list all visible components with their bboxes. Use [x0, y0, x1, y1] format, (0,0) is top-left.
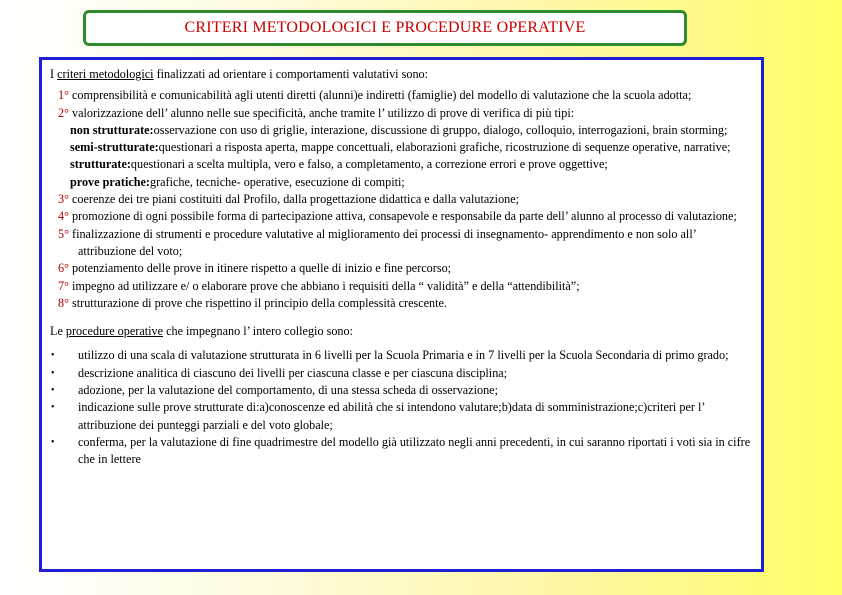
criterion-ordinal: 3°: [58, 192, 69, 207]
criterion-item: [50, 191, 755, 208]
criterion-text: impegno ad utilizzare e/ o elaborare prove che abbiano i requisiti della “ validità” e della “attendibilità”;: [68, 278, 580, 293]
bullet-icon: •: [51, 367, 55, 379]
procedure-text: indicazione sulle prove strutturate di:a)conoscenze ed abilità che si intendono valutare;b)data di somministrazione;c)criteri per l’ attribuzione dei punteggi parziali e del voto globale;: [78, 400, 705, 432]
page-title: CRITERI METODOLOGICI E PROCEDURE OPERATIVE: [184, 19, 586, 36]
procedures-intro: [50, 323, 755, 340]
procedure-item: [50, 347, 755, 364]
content-panel: [39, 57, 764, 572]
procedures-link[interactable]: procedure operative: [65, 324, 164, 339]
procedures-intro-post: che impegnano l’ intero collegio sono:: [163, 324, 353, 339]
test-type-text: questionari a risposta aperta, mappe concettuali, elaborazioni grafiche, ricostruzione di sequenze operative, narrative;: [158, 140, 731, 155]
procedure-text: utilizzo di una scala di valutazione strutturata in 6 livelli per la Scuola Primaria e in 7 livelli per la Scuola Secondaria di primo grado;: [78, 348, 729, 363]
criterion-ordinal: 8°: [58, 295, 69, 310]
procedure-item: [50, 434, 755, 469]
test-type-text: grafiche, tecniche- operative, esecuzione di compiti;: [150, 174, 405, 189]
test-type-label: non strutturate:: [70, 122, 154, 137]
criterion-text: finalizzazione di strumenti e procedure valutative al miglioramento dei processi di insegnamento- apprendimento e non solo all’ attribuzione del voto;: [68, 226, 696, 258]
bullet-icon: •: [51, 436, 55, 448]
test-type-text: questionari a scelta multipla, vero e falso, a completamento, a correzione errori e prove oggettive;: [130, 157, 608, 172]
criterion-text: potenziamento delle prove in itinere rispetto a quelle di inizio e fine percorso;: [68, 261, 452, 276]
criterion-item: [50, 260, 755, 277]
criterion-item: [50, 105, 755, 122]
test-type-item: [50, 139, 755, 156]
criterion-item: [50, 87, 755, 104]
criterion-item: [50, 278, 755, 295]
procedure-item: [50, 399, 755, 434]
procedure-item: [50, 382, 755, 399]
test-type-label: strutturate:: [70, 157, 131, 172]
criterion-text: coerenze dei tre piani costituiti dal Profilo, dalla progettazione didattica e dalla valutazione;: [68, 192, 520, 207]
test-type-item: [50, 122, 755, 139]
procedures-list: [50, 347, 755, 468]
criteria-intro: [50, 66, 755, 83]
criterion-ordinal: 2°: [58, 105, 69, 120]
test-type-label: prove pratiche:: [70, 174, 150, 189]
criteria-link[interactable]: criteri metodologici: [57, 67, 154, 81]
test-type-item: [50, 156, 755, 173]
criterion-item: [50, 208, 755, 225]
procedure-text: conferma, per la valutazione di fine quadrimestre del modello già utilizzato negli anni precedenti, in cui saranno riportati i voti sia in cifre che in lettere: [78, 434, 751, 467]
criterion-text: strutturazione di prove che rispettino il principio della complessità crescente.: [68, 295, 447, 310]
criterion-text: valorizzazione dell’ alunno nelle sue specificità, anche tramite l’ utilizzo di prove di verifica di più tipi:: [68, 105, 575, 120]
criterion-ordinal: 6°: [58, 261, 69, 276]
intro-post: finalizzati ad orientare i comportamenti valutativi sono:: [153, 67, 429, 81]
criterion-item: [50, 226, 755, 261]
bullet-icon: •: [51, 385, 55, 397]
title-box: [83, 10, 687, 46]
criteria-list: [50, 87, 755, 312]
procedures-intro-pre: Le: [50, 324, 66, 339]
intro-pre: I: [50, 67, 58, 81]
test-type-label: semi-strutturate:: [70, 140, 159, 155]
criterion-ordinal: 1°: [58, 88, 69, 103]
test-type-text: osservazione con uso di griglie, interazione, discussione di gruppo, dialogo, colloquio, interrogazioni, brain storming;: [153, 122, 728, 137]
bullet-icon: •: [51, 402, 55, 414]
procedure-item: [50, 365, 755, 382]
criterion-ordinal: 4°: [58, 209, 69, 224]
procedure-text: adozione, per la valutazione del comportamento, di una stessa scheda di osservazione;: [78, 383, 498, 398]
criterion-ordinal: 7°: [58, 278, 69, 293]
criterion-text: promozione di ogni possibile forma di partecipazione attiva, consapevole e responsabile da parte dell’ alunno al processo di valutazione;: [68, 209, 737, 224]
test-type-item: [50, 174, 755, 191]
bullet-icon: •: [51, 350, 55, 362]
criterion-item: [50, 295, 755, 312]
procedure-text: descrizione analitica di ciascuno dei livelli per ciascuna classe e per ciascuna disciplina;: [78, 365, 508, 380]
criterion-text: comprensibilità e comunicabilità agli utenti diretti (alunni)e indiretti (famiglie) del modello di valutazione che la scuola adotta;: [68, 88, 692, 103]
criterion-ordinal: 5°: [58, 226, 69, 241]
